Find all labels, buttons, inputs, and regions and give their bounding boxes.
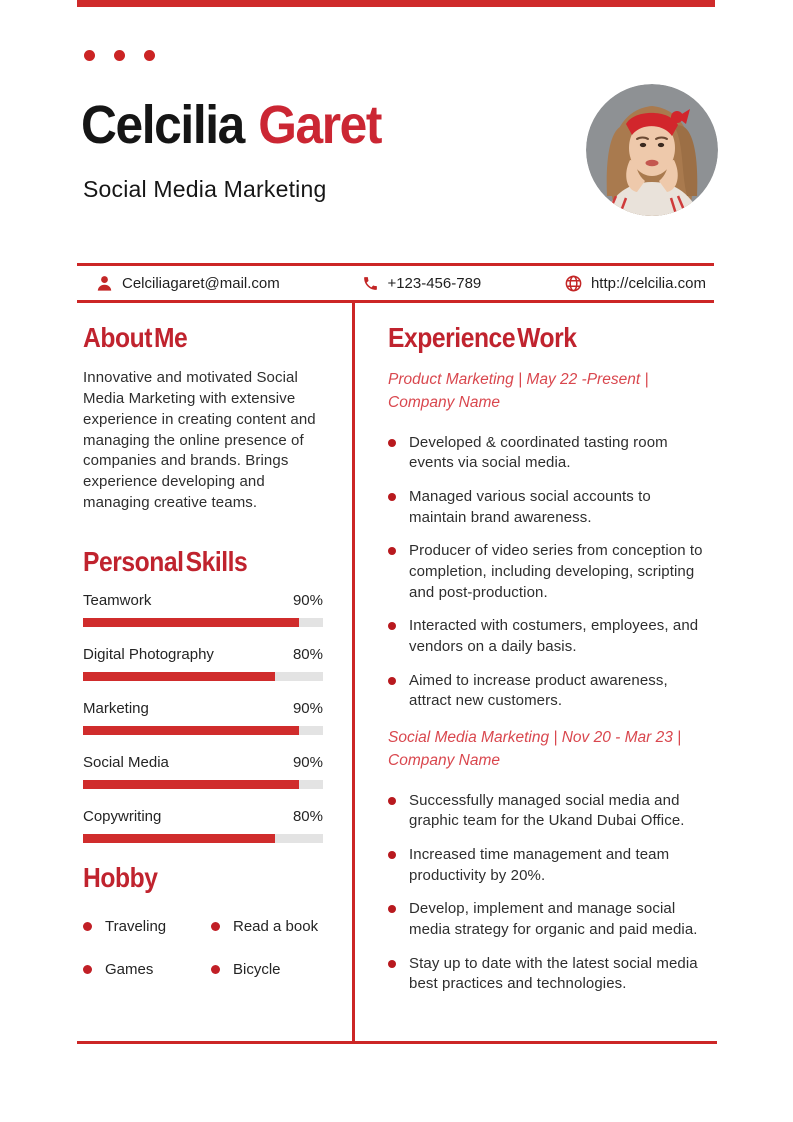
dot-icon xyxy=(114,50,125,61)
bullet-text: Interacted with costumers, employees, and vendors on a daily basis. xyxy=(409,617,699,655)
skill-bar-fill xyxy=(83,780,299,789)
skills-heading: Personal Skills xyxy=(83,545,248,577)
first-name: Celcilia xyxy=(81,95,244,155)
bullet-dot-icon xyxy=(388,677,396,685)
skill-label: Social Media xyxy=(83,753,169,771)
skill-bar-track xyxy=(83,834,323,843)
hobby-heading: Hobby xyxy=(83,861,158,893)
right-column xyxy=(388,322,710,1008)
hobby-list xyxy=(83,918,330,978)
skill-bar-track xyxy=(83,672,323,681)
job-bullet xyxy=(388,845,710,886)
skill-label: Digital Photography xyxy=(83,645,214,663)
job-bullet xyxy=(388,899,710,940)
contact-phone[interactable] xyxy=(362,275,481,292)
skill-bar-track xyxy=(83,780,323,789)
skill-percent: 80% xyxy=(292,807,323,825)
contact-email-text: Celciliagaret@mail.com xyxy=(122,274,280,292)
job-role-dates: Product Marketing | May 22 -Present | xyxy=(388,371,649,388)
dot-icon xyxy=(144,50,155,61)
job-company: Company Name xyxy=(388,752,500,770)
bullet-dot-icon xyxy=(388,547,396,555)
bullet-dot-icon xyxy=(211,922,220,931)
skill-percent: 90% xyxy=(292,753,323,771)
job-entry xyxy=(388,368,710,712)
skill-item xyxy=(83,808,323,843)
job-bullet xyxy=(388,616,710,657)
bullet-dot-icon xyxy=(83,922,92,931)
job-bullet xyxy=(388,954,710,995)
bullet-dot-icon xyxy=(388,851,396,859)
last-name: Garet xyxy=(258,95,382,155)
hobby-label: Traveling xyxy=(105,917,167,935)
profile-photo-illustration xyxy=(586,84,718,216)
bullet-dot-icon xyxy=(388,905,396,913)
job-title xyxy=(388,368,710,415)
skill-percent: 90% xyxy=(292,591,323,609)
bullet-text: Increased time management and team productivity by 20%. xyxy=(409,845,670,884)
job-entry xyxy=(388,726,710,995)
hobby-item xyxy=(211,918,330,935)
bullet-dot-icon xyxy=(388,622,396,630)
job-title xyxy=(388,726,710,773)
bullet-text: Producer of video series from conception to completion, including developing, scripting and post-production. xyxy=(409,542,703,601)
job-bullet xyxy=(388,487,710,528)
bullet-text: Develop, implement and manage social media strategy for organic and paid media. xyxy=(409,900,698,938)
bullet-text: Successfully managed social media and graphic team for the Ukand Dubai Office. xyxy=(409,791,685,830)
bullet-dot-icon xyxy=(83,965,92,974)
contact-website-text: http://celcilia.com xyxy=(590,274,706,292)
bullet-text: Aimed to increase product awareness, attract new customers. xyxy=(409,671,668,710)
profile-photo xyxy=(586,84,718,216)
bullet-text: Developed & coordinated tasting room events via social media. xyxy=(409,433,668,472)
hobby-item xyxy=(83,918,211,935)
experience-heading: Experience Work xyxy=(388,322,577,353)
dot-icon xyxy=(84,50,95,61)
contact-email[interactable] xyxy=(95,274,280,293)
bullet-text: Managed various social accounts to maintain brand awareness. xyxy=(409,487,651,526)
phone-icon xyxy=(362,275,379,292)
job-bullet xyxy=(388,541,710,603)
skill-item xyxy=(83,754,323,789)
bullet-dot-icon xyxy=(388,960,396,968)
job-bullet xyxy=(388,791,710,832)
about-text: Innovative and motivated Social Media Marketing with extensive experience in creating content and managing the online presence of companies and brands. Brings experience developing and managing creative teams. xyxy=(83,369,316,512)
about-heading: About Me xyxy=(83,322,188,353)
bottom-rule-line xyxy=(77,1041,717,1044)
job-role-dates: Social Media Marketing | Nov 20 - Mar 23 | xyxy=(388,729,682,747)
job-bullet xyxy=(388,433,710,474)
contact-phone-text: +123-456-789 xyxy=(387,274,482,292)
skill-percent: 90% xyxy=(292,699,323,717)
bullet-dot-icon xyxy=(388,439,396,447)
top-accent-bar xyxy=(77,0,715,7)
job-bullet-list xyxy=(388,791,710,996)
skill-item xyxy=(83,646,323,681)
skill-bar-track xyxy=(83,726,323,735)
skill-bar-fill xyxy=(83,672,275,681)
hobby-label: Bicycle xyxy=(233,960,281,978)
skill-bar-fill xyxy=(83,726,299,735)
job-company: Company Name xyxy=(388,394,500,412)
globe-icon xyxy=(564,274,583,293)
left-column xyxy=(83,322,330,978)
column-divider-line xyxy=(352,303,355,1041)
decorative-dots xyxy=(84,50,155,61)
person-icon xyxy=(95,274,114,293)
hobby-label: Games xyxy=(105,960,154,978)
hobby-item xyxy=(83,961,211,978)
skill-label: Teamwork xyxy=(83,591,152,609)
skill-item xyxy=(83,592,323,627)
skill-label: Copywriting xyxy=(83,807,162,825)
skill-label: Marketing xyxy=(83,699,149,717)
skill-bar-track xyxy=(83,618,323,627)
job-bullet-list xyxy=(388,433,710,713)
skill-percent: 80% xyxy=(292,645,323,663)
contact-bar xyxy=(77,263,714,303)
contact-website[interactable] xyxy=(564,274,706,293)
job-subtitle: Social Media Marketing xyxy=(83,176,327,202)
hobby-item xyxy=(211,961,330,978)
bullet-dot-icon xyxy=(388,797,396,805)
hobby-label: Read a book xyxy=(233,917,319,935)
person-name xyxy=(81,94,381,156)
skill-bar-fill xyxy=(83,618,299,627)
bullet-dot-icon xyxy=(211,965,220,974)
bullet-text: Stay up to date with the latest social media best practices and technologies. xyxy=(409,954,698,993)
bullet-dot-icon xyxy=(388,493,396,501)
skill-item xyxy=(83,700,323,735)
job-bullet xyxy=(388,671,710,712)
skill-bar-fill xyxy=(83,834,275,843)
